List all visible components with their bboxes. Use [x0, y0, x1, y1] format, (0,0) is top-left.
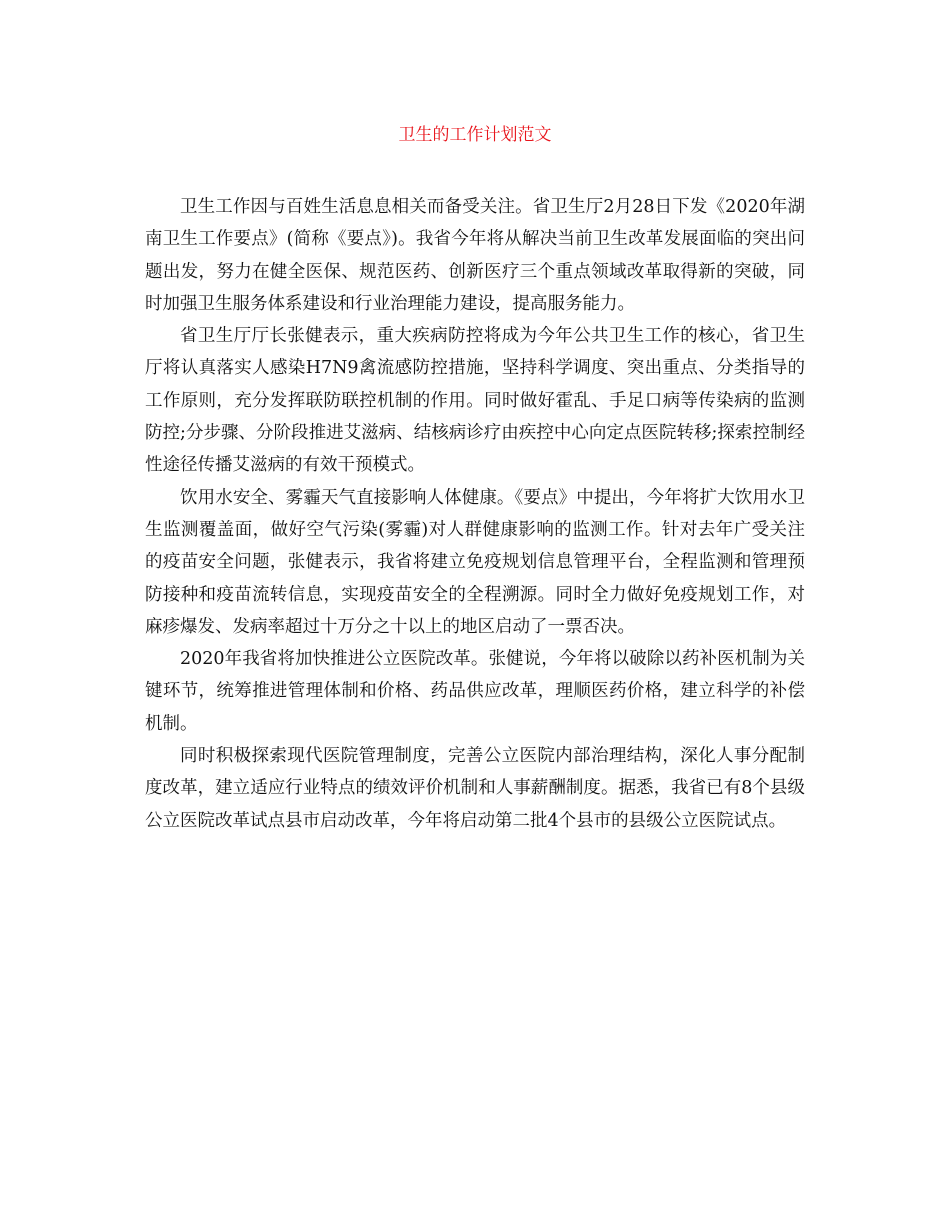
paragraph-3: 饮用水安全、雾霾天气直接影响人体健康。《要点》中提出，今年将扩大饮用水卫生监测覆盖面，做好空气污染(雾霾)对人群健康影响的监测工作。针对去年广受关注的疫苗安全问题，张健表示，我省将建立免疫规划信息管理平台，全程监测和管理预防接种和疫苗流转信息，实现疫苗安全的全程溯源。同时全力做好免疫规划工作，对麻疹爆发、发病率超过十万分之十以上的地区启动了一票否决。: [145, 487, 805, 637]
paragraph-1: 卫生工作因与百姓生活息息相关而备受关注。省卫生厅2月28日下发《2020年湖南卫生工作要点》(简称《要点》)。我省今年将从解决当前卫生改革发展面临的突出问题出发，努力在健全医保、规范医药、创新医疗三个重点领域改革取得新的突破，同时加强卫生服务体系建设和行业治理能力建设，提高服务能力。: [145, 197, 805, 314]
paragraph-2: 省卫生厅厅长张健表示，重大疾病防控将成为今年公共卫生工作的核心，省卫生厅将认真落实人感染H7N9禽流感防控措施，坚持科学调度、突出重点、分类指导的工作原则，充分发挥联防联控机制的作用。同时做好霍乱、手足口病等传染病的监测防控;分步骤、分阶段推进艾滋病、结核病诊疗由疾控中心向定点医院转移;探索控制经性途径传播艾滋病的有效干预模式。: [145, 326, 805, 476]
paragraph-4: 2020年我省将加快推进公立医院改革。张健说，今年将以破除以药补医机制为关键环节，统筹推进管理体制和价格、药品供应改革，理顺医药价格，建立科学的补偿机制。: [145, 649, 805, 734]
document-title: 卫生的工作计划范文: [398, 125, 552, 145]
paragraph-5: 同时积极探索现代医院管理制度，完善公立医院内部治理结构，深化人事分配制度改革，建立适应行业特点的绩效评价机制和人事薪酬制度。据悉，我省已有8个县级公立医院改革试点县市启动改革，今年将启动第二批4个县市的县级公立医院试点。: [145, 746, 805, 831]
document-body: [145, 191, 805, 837]
